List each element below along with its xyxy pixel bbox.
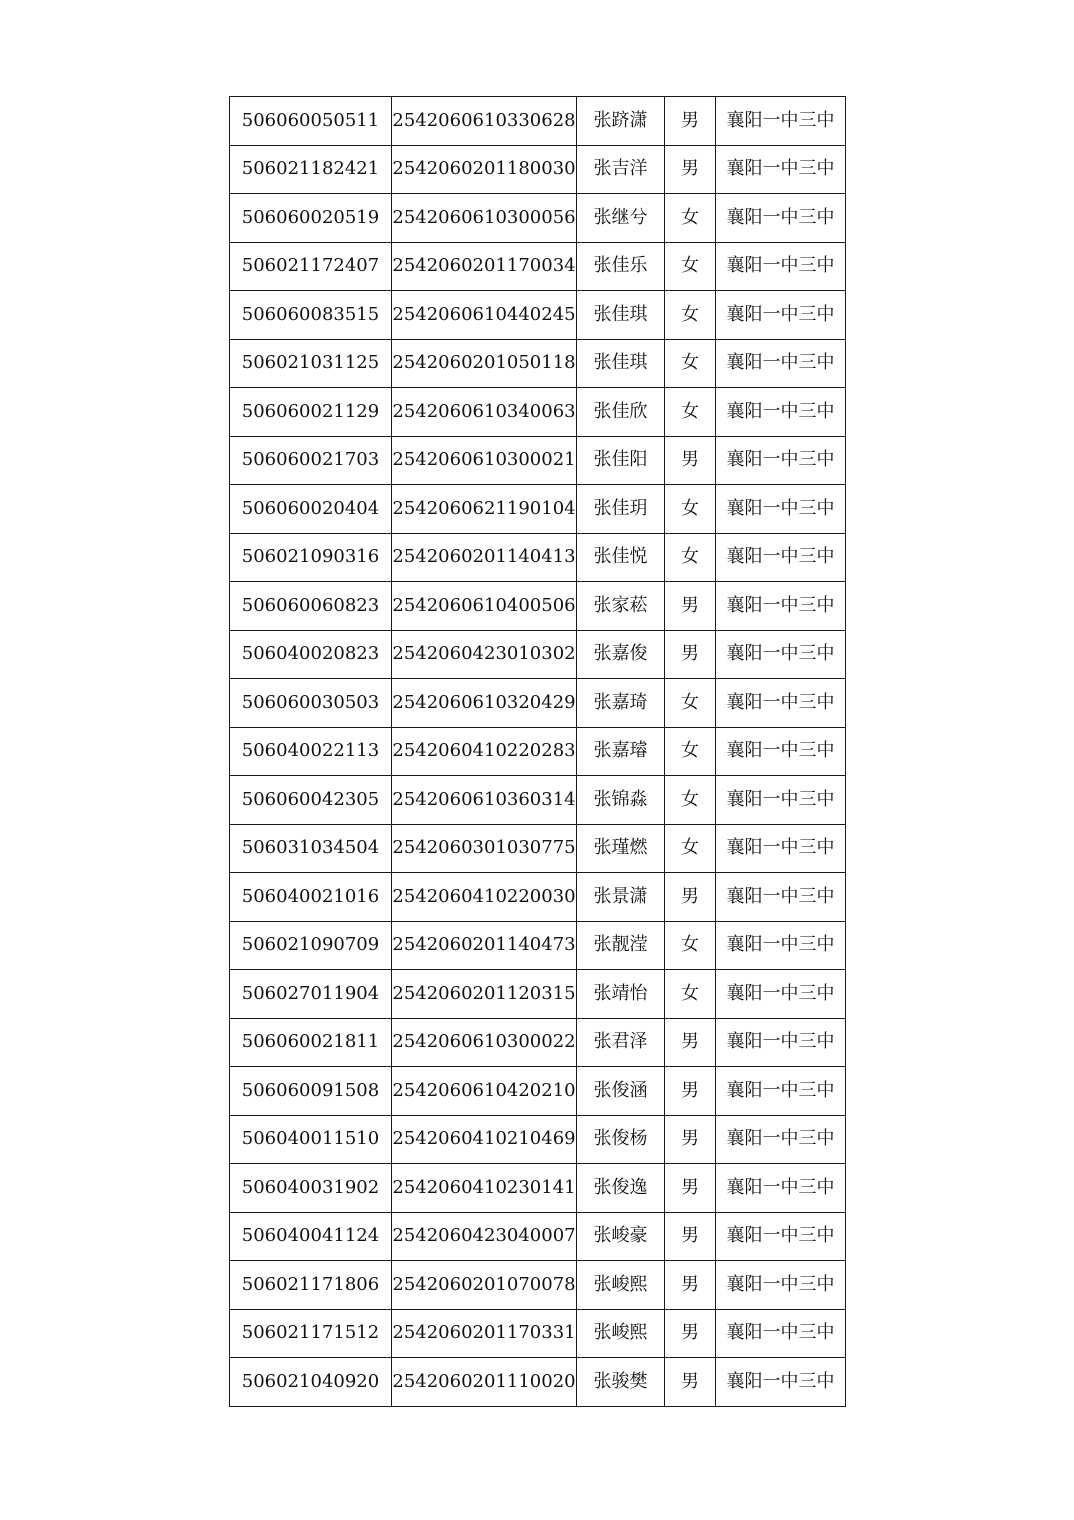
student-name-cell: 张嘉俊 <box>577 630 665 679</box>
registration-number-cell: 2542060201140413 <box>392 533 577 582</box>
table-row <box>230 436 846 485</box>
gender-cell: 男 <box>665 1018 716 1067</box>
exam-number-cell: 506040021016 <box>230 873 392 922</box>
student-name-cell: 张俊涵 <box>577 1067 665 1116</box>
school-cell: 襄阳一中三中 <box>716 1358 846 1407</box>
table-row <box>230 873 846 922</box>
exam-number-cell: 506040022113 <box>230 727 392 776</box>
registration-number-cell: 2542060610300022 <box>392 1018 577 1067</box>
exam-number-cell: 506021171806 <box>230 1261 392 1310</box>
exam-number-cell: 506060030503 <box>230 679 392 728</box>
student-name-cell: 张俊逸 <box>577 1164 665 1213</box>
registration-number-cell: 2542060423010302 <box>392 630 577 679</box>
student-name-cell: 张佳欣 <box>577 388 665 437</box>
exam-number-cell: 506040020823 <box>230 630 392 679</box>
exam-number-cell: 506060021129 <box>230 388 392 437</box>
student-name-cell: 张锦淼 <box>577 776 665 825</box>
registration-number-cell: 2542060610320429 <box>392 679 577 728</box>
gender-cell: 男 <box>665 145 716 194</box>
table-row <box>230 824 846 873</box>
school-cell: 襄阳一中三中 <box>716 388 846 437</box>
student-name-cell: 张景潇 <box>577 873 665 922</box>
registration-number-cell: 2542060610360314 <box>392 776 577 825</box>
school-cell: 襄阳一中三中 <box>716 630 846 679</box>
exam-number-cell: 506031034504 <box>230 824 392 873</box>
exam-number-cell: 506040041124 <box>230 1212 392 1261</box>
table-row <box>230 145 846 194</box>
gender-cell: 女 <box>665 242 716 291</box>
student-name-cell: 张峻熙 <box>577 1261 665 1310</box>
school-cell: 襄阳一中三中 <box>716 97 846 146</box>
gender-cell: 男 <box>665 582 716 631</box>
student-name-cell: 张佳琪 <box>577 339 665 388</box>
exam-number-cell: 506021171512 <box>230 1309 392 1358</box>
exam-number-cell: 506060020404 <box>230 485 392 534</box>
exam-number-cell: 506040011510 <box>230 1115 392 1164</box>
registration-number-cell: 2542060410230141 <box>392 1164 577 1213</box>
gender-cell: 女 <box>665 533 716 582</box>
table-row <box>230 291 846 340</box>
table-row <box>230 485 846 534</box>
table-row <box>230 727 846 776</box>
student-name-cell: 张靓滢 <box>577 921 665 970</box>
school-cell: 襄阳一中三中 <box>716 194 846 243</box>
registration-number-cell: 2542060201120315 <box>392 970 577 1019</box>
table-row <box>230 388 846 437</box>
table-row <box>230 194 846 243</box>
exam-number-cell: 506060021703 <box>230 436 392 485</box>
student-name-cell: 张继兮 <box>577 194 665 243</box>
student-name-cell: 张家菘 <box>577 582 665 631</box>
table-row <box>230 1115 846 1164</box>
registration-number-cell: 2542060201140473 <box>392 921 577 970</box>
student-name-cell: 张嘉琦 <box>577 679 665 728</box>
school-cell: 襄阳一中三中 <box>716 485 846 534</box>
gender-cell: 女 <box>665 485 716 534</box>
exam-number-cell: 506021172407 <box>230 242 392 291</box>
gender-cell: 男 <box>665 1115 716 1164</box>
table-row <box>230 242 846 291</box>
gender-cell: 男 <box>665 630 716 679</box>
exam-number-cell: 506060021811 <box>230 1018 392 1067</box>
registration-number-cell: 2542060201170034 <box>392 242 577 291</box>
table-row <box>230 533 846 582</box>
table-row <box>230 1309 846 1358</box>
school-cell: 襄阳一中三中 <box>716 824 846 873</box>
gender-cell: 女 <box>665 727 716 776</box>
exam-number-cell: 506040031902 <box>230 1164 392 1213</box>
gender-cell: 女 <box>665 970 716 1019</box>
gender-cell: 男 <box>665 1358 716 1407</box>
exam-number-cell: 506021182421 <box>230 145 392 194</box>
school-cell: 襄阳一中三中 <box>716 1115 846 1164</box>
school-cell: 襄阳一中三中 <box>716 1164 846 1213</box>
student-name-cell: 张瑾燃 <box>577 824 665 873</box>
exam-number-cell: 506060091508 <box>230 1067 392 1116</box>
gender-cell: 男 <box>665 1309 716 1358</box>
exam-number-cell: 506060050511 <box>230 97 392 146</box>
gender-cell: 男 <box>665 873 716 922</box>
student-name-cell: 张靖怡 <box>577 970 665 1019</box>
registration-number-cell: 2542060610440245 <box>392 291 577 340</box>
gender-cell: 女 <box>665 824 716 873</box>
table-row <box>230 970 846 1019</box>
registration-number-cell: 2542060423040007 <box>392 1212 577 1261</box>
gender-cell: 女 <box>665 339 716 388</box>
school-cell: 襄阳一中三中 <box>716 339 846 388</box>
table-row <box>230 921 846 970</box>
student-name-cell: 张峻熙 <box>577 1309 665 1358</box>
gender-cell: 男 <box>665 1067 716 1116</box>
registration-number-cell: 2542060610330628 <box>392 97 577 146</box>
gender-cell: 男 <box>665 1212 716 1261</box>
table-row <box>230 97 846 146</box>
registration-number-cell: 2542060410210469 <box>392 1115 577 1164</box>
school-cell: 襄阳一中三中 <box>716 1018 846 1067</box>
table-row <box>230 630 846 679</box>
registration-number-cell: 2542060610300056 <box>392 194 577 243</box>
table-row <box>230 1067 846 1116</box>
school-cell: 襄阳一中三中 <box>716 533 846 582</box>
exam-number-cell: 506021090316 <box>230 533 392 582</box>
student-name-cell: 张吉洋 <box>577 145 665 194</box>
table-row <box>230 339 846 388</box>
gender-cell: 男 <box>665 97 716 146</box>
table-row <box>230 776 846 825</box>
table-row <box>230 679 846 728</box>
registration-number-cell: 2542060301030775 <box>392 824 577 873</box>
registration-number-cell: 2542060610300021 <box>392 436 577 485</box>
registration-number-cell: 2542060610400506 <box>392 582 577 631</box>
school-cell: 襄阳一中三中 <box>716 145 846 194</box>
gender-cell: 男 <box>665 1261 716 1310</box>
gender-cell: 男 <box>665 1164 716 1213</box>
student-name-cell: 张嘉璿 <box>577 727 665 776</box>
registration-number-cell: 2542060610340063 <box>392 388 577 437</box>
school-cell: 襄阳一中三中 <box>716 679 846 728</box>
registration-number-cell: 2542060201110020 <box>392 1358 577 1407</box>
school-cell: 襄阳一中三中 <box>716 242 846 291</box>
table-row <box>230 1164 846 1213</box>
school-cell: 襄阳一中三中 <box>716 582 846 631</box>
exam-number-cell: 506027011904 <box>230 970 392 1019</box>
registration-number-cell: 2542060610420210 <box>392 1067 577 1116</box>
school-cell: 襄阳一中三中 <box>716 1067 846 1116</box>
student-name-cell: 张俊杨 <box>577 1115 665 1164</box>
table-row <box>230 1018 846 1067</box>
student-name-cell: 张君泽 <box>577 1018 665 1067</box>
school-cell: 襄阳一中三中 <box>716 921 846 970</box>
table-row <box>230 1212 846 1261</box>
registration-number-cell: 2542060410220030 <box>392 873 577 922</box>
table-row <box>230 1358 846 1407</box>
registration-number-cell: 2542060621190104 <box>392 485 577 534</box>
exam-number-cell: 506060020519 <box>230 194 392 243</box>
student-name-cell: 张佳阳 <box>577 436 665 485</box>
roster-body <box>230 97 846 1407</box>
school-cell: 襄阳一中三中 <box>716 727 846 776</box>
student-name-cell: 张佳琪 <box>577 291 665 340</box>
student-name-cell: 张跻潇 <box>577 97 665 146</box>
school-cell: 襄阳一中三中 <box>716 1309 846 1358</box>
school-cell: 襄阳一中三中 <box>716 1261 846 1310</box>
school-cell: 襄阳一中三中 <box>716 776 846 825</box>
exam-number-cell: 506021040920 <box>230 1358 392 1407</box>
exam-number-cell: 506021090709 <box>230 921 392 970</box>
exam-number-cell: 506060083515 <box>230 291 392 340</box>
gender-cell: 女 <box>665 194 716 243</box>
table-row <box>230 1261 846 1310</box>
registration-number-cell: 2542060410220283 <box>392 727 577 776</box>
registration-number-cell: 2542060201070078 <box>392 1261 577 1310</box>
school-cell: 襄阳一中三中 <box>716 873 846 922</box>
school-cell: 襄阳一中三中 <box>716 1212 846 1261</box>
school-cell: 襄阳一中三中 <box>716 291 846 340</box>
registration-number-cell: 2542060201170331 <box>392 1309 577 1358</box>
gender-cell: 女 <box>665 921 716 970</box>
school-cell: 襄阳一中三中 <box>716 970 846 1019</box>
exam-number-cell: 506021031125 <box>230 339 392 388</box>
registration-number-cell: 2542060201180030 <box>392 145 577 194</box>
gender-cell: 女 <box>665 388 716 437</box>
gender-cell: 女 <box>665 776 716 825</box>
student-name-cell: 张骏樊 <box>577 1358 665 1407</box>
registration-number-cell: 2542060201050118 <box>392 339 577 388</box>
student-name-cell: 张佳乐 <box>577 242 665 291</box>
school-cell: 襄阳一中三中 <box>716 436 846 485</box>
gender-cell: 女 <box>665 291 716 340</box>
student-name-cell: 张峻豪 <box>577 1212 665 1261</box>
exam-number-cell: 506060042305 <box>230 776 392 825</box>
student-roster-table <box>229 96 846 1407</box>
exam-number-cell: 506060060823 <box>230 582 392 631</box>
student-name-cell: 张佳悦 <box>577 533 665 582</box>
gender-cell: 男 <box>665 436 716 485</box>
student-name-cell: 张佳玥 <box>577 485 665 534</box>
gender-cell: 女 <box>665 679 716 728</box>
table-row <box>230 582 846 631</box>
